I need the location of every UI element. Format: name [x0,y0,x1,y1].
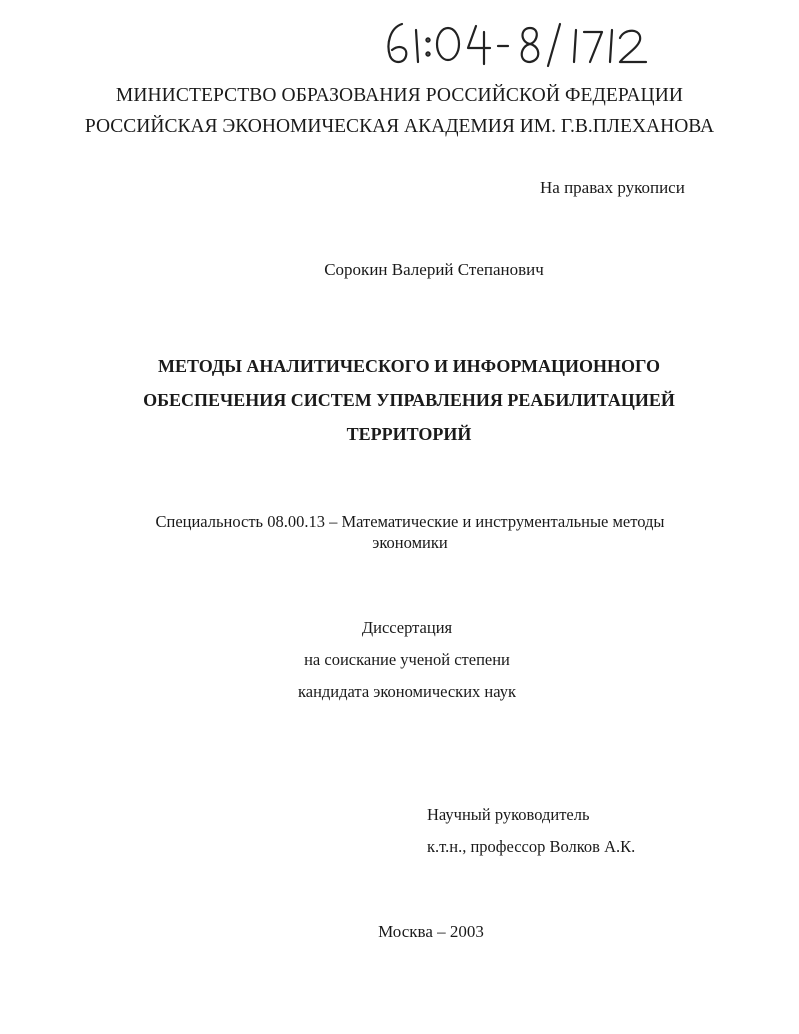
title-line-2: ОБЕСПЕЧЕНИЯ СИСТЕМ УПРАВЛЕНИЯ РЕАБИЛИТАЦИЕЙ [143,390,675,410]
title-line-3: ТЕРРИТОРИЙ [346,424,472,444]
title-line-1: МЕТОДЫ АНАЛИТИЧЕСКОГО И ИНФОРМАЦИОННОГО [157,356,660,376]
degree-line-1: Диссертация [361,618,453,637]
degree-block [0,612,799,708]
academy-heading: РОССИЙСКАЯ ЭКОНОМИЧЕСКАЯ АКАДЕМИЯ ИМ. Г.В.ПЛЕХАНОВА [84,116,715,137]
ministry-heading: МИНИСТЕРСТВО ОБРАЗОВАНИЯ РОССИЙСКОЙ ФЕДЕРАЦИИ [115,85,684,106]
degree-line-2: на соискание ученой степени [304,650,510,669]
dissertation-title [0,349,799,451]
handwritten-catalog-number [380,18,660,70]
rights-notice: На правах рукописи [540,178,685,197]
author-name: Сорокин Валерий Степанович [324,260,544,279]
supervisor-block [427,799,635,863]
city-year: Москва – 2003 [378,922,484,941]
supervisor-name: к.т.н., профессор Волков А.К. [427,837,636,856]
handwritten-number-graphic [380,18,660,70]
supervisor-label: Научный руководитель [427,805,590,824]
specialty-line-1: Специальность 08.00.13 – Математические и инструментальные методы [155,512,665,531]
degree-line-3: кандидата экономических наук [297,682,516,701]
specialty-line-2: экономики [372,533,448,552]
specialty-block [0,511,799,553]
